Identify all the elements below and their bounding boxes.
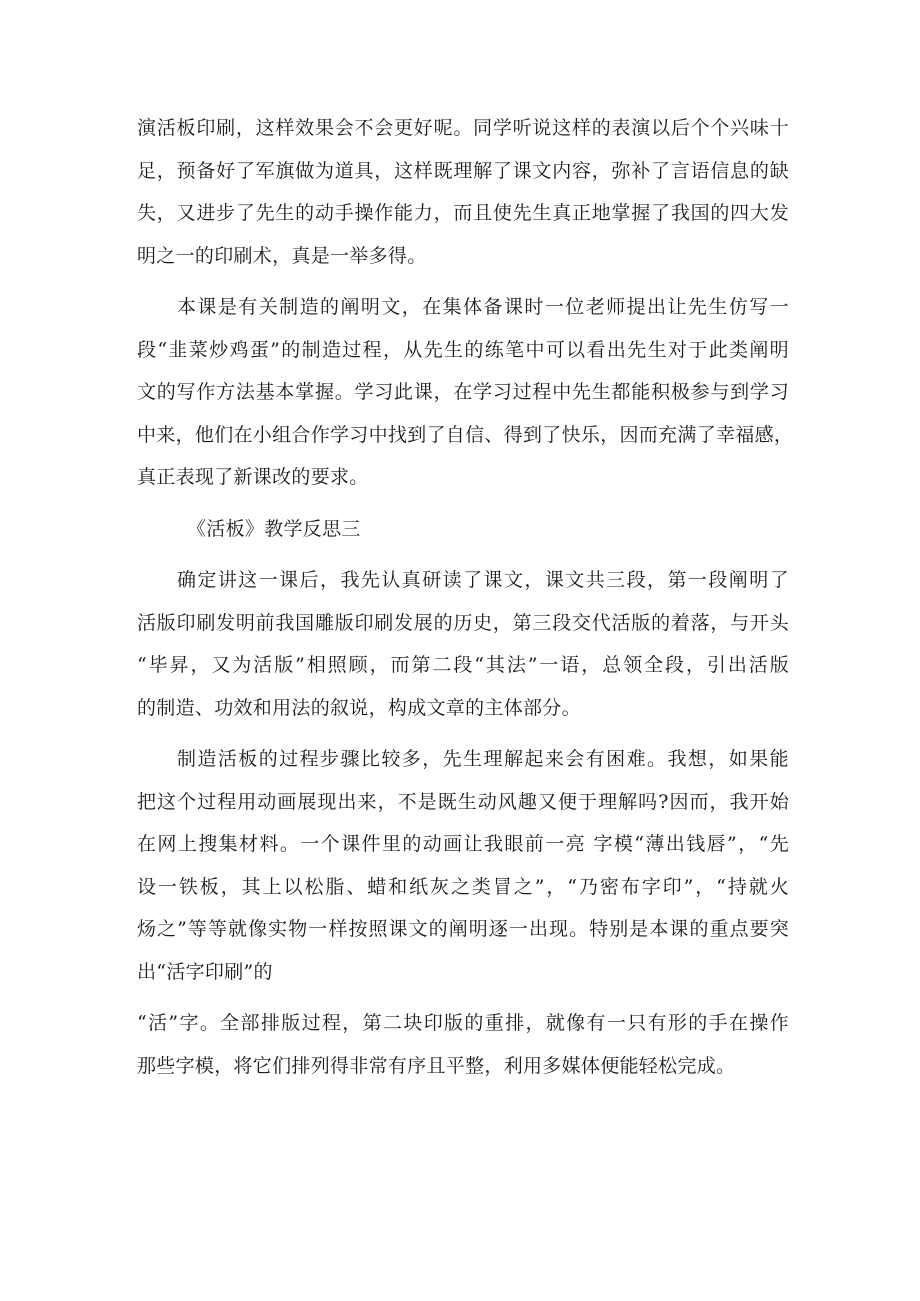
text-line: “毕昇，又为活版”相照顾，而第二段“其法”一语，总领全段，引出活版: [137, 654, 789, 676]
paragraph-4: [137, 738, 789, 993]
paragraph-gap: [137, 729, 789, 738]
text-line: 足，预备好了军旗做为道具，这样既理解了课文内容，弥补了言语信息的缺: [137, 159, 789, 182]
text-line: 出“活字印刷”的: [137, 960, 273, 983]
paragraph-gap: [137, 499, 789, 508]
text-line: 那些字模，将它们排列得非常有序且平整，利用多媒体便能轻松完成。: [137, 1054, 736, 1077]
text-line: 中来，他们在小组合作学习中找到了自信、得到了快乐，因而充满了幸福感，: [137, 423, 794, 446]
text-line: 活版印刷发明前我国雕版印刷发展的历史，第三段交代活版的着落，与开头: [137, 611, 789, 634]
text-line: 把这个过程用动画展现出来，不是既生动风趣又便于理解吗?因而，我开始: [137, 790, 789, 813]
text-line: 文的写作方法基本掌握。学习此课，在学习过程中先生都能积极参与到学习: [137, 381, 789, 403]
paragraph-gap: [137, 993, 789, 1002]
text-line: 在网上搜集材料。一个课件里的动画让我眼前一亮 字模“薄出钱唇”，“先: [137, 833, 789, 855]
section-heading-block: [137, 508, 789, 551]
section-heading: 《活板》教学反思三: [187, 517, 361, 540]
text-line: 制造活板的过程步骤比较多，先生理解起来会有困难。我想，如果能: [177, 748, 789, 770]
text-line: 真正表现了新课改的要求。: [137, 466, 369, 488]
text-line: 确定讲这一课后，我先认真研读了课文，课文共三段，第一段阐明了: [177, 569, 789, 591]
text-line: 设一铁板，其上以松脂、蜡和纸灰之类冒之”，“乃密布字印”，“持就火: [137, 875, 789, 898]
paragraph-gap: [137, 550, 789, 559]
text-line: “活”字。全部排版过程，第二块印版的重排，就像有一只有形的手在操作: [137, 1012, 789, 1034]
paragraph-gap: [137, 277, 789, 286]
paragraph-3: [137, 559, 789, 729]
paragraph-2: [137, 286, 794, 499]
text-line: 本课是有关制造的阐明文，在集体备课时一位老师提出让先生仿写一: [177, 296, 789, 318]
text-line: 失，又进步了先生的动手操作能力，而且使先生真正地掌握了我国的四大发: [137, 202, 789, 224]
text-line: 明之一的印刷术，真是一举多得。: [137, 244, 427, 267]
paragraph-5: [137, 1002, 789, 1087]
text-line: 炀之”等等就像实物一样按照课文的阐明逐一出现。特别是本课的重点要突: [137, 918, 789, 940]
text-line: 的制造、功效和用法的叙说，构成文章的主体部分。: [137, 696, 581, 719]
document-page: [137, 107, 794, 1087]
text-line: 段“韭菜炒鸡蛋”的制造过程，从先生的练笔中可以看出先生对于此类阐明: [137, 338, 789, 361]
paragraph-1: [137, 107, 789, 277]
text-line: 演活板印刷，这样效果会不会更好呢。同学听说这样的表演以后个个兴味十: [137, 117, 789, 139]
